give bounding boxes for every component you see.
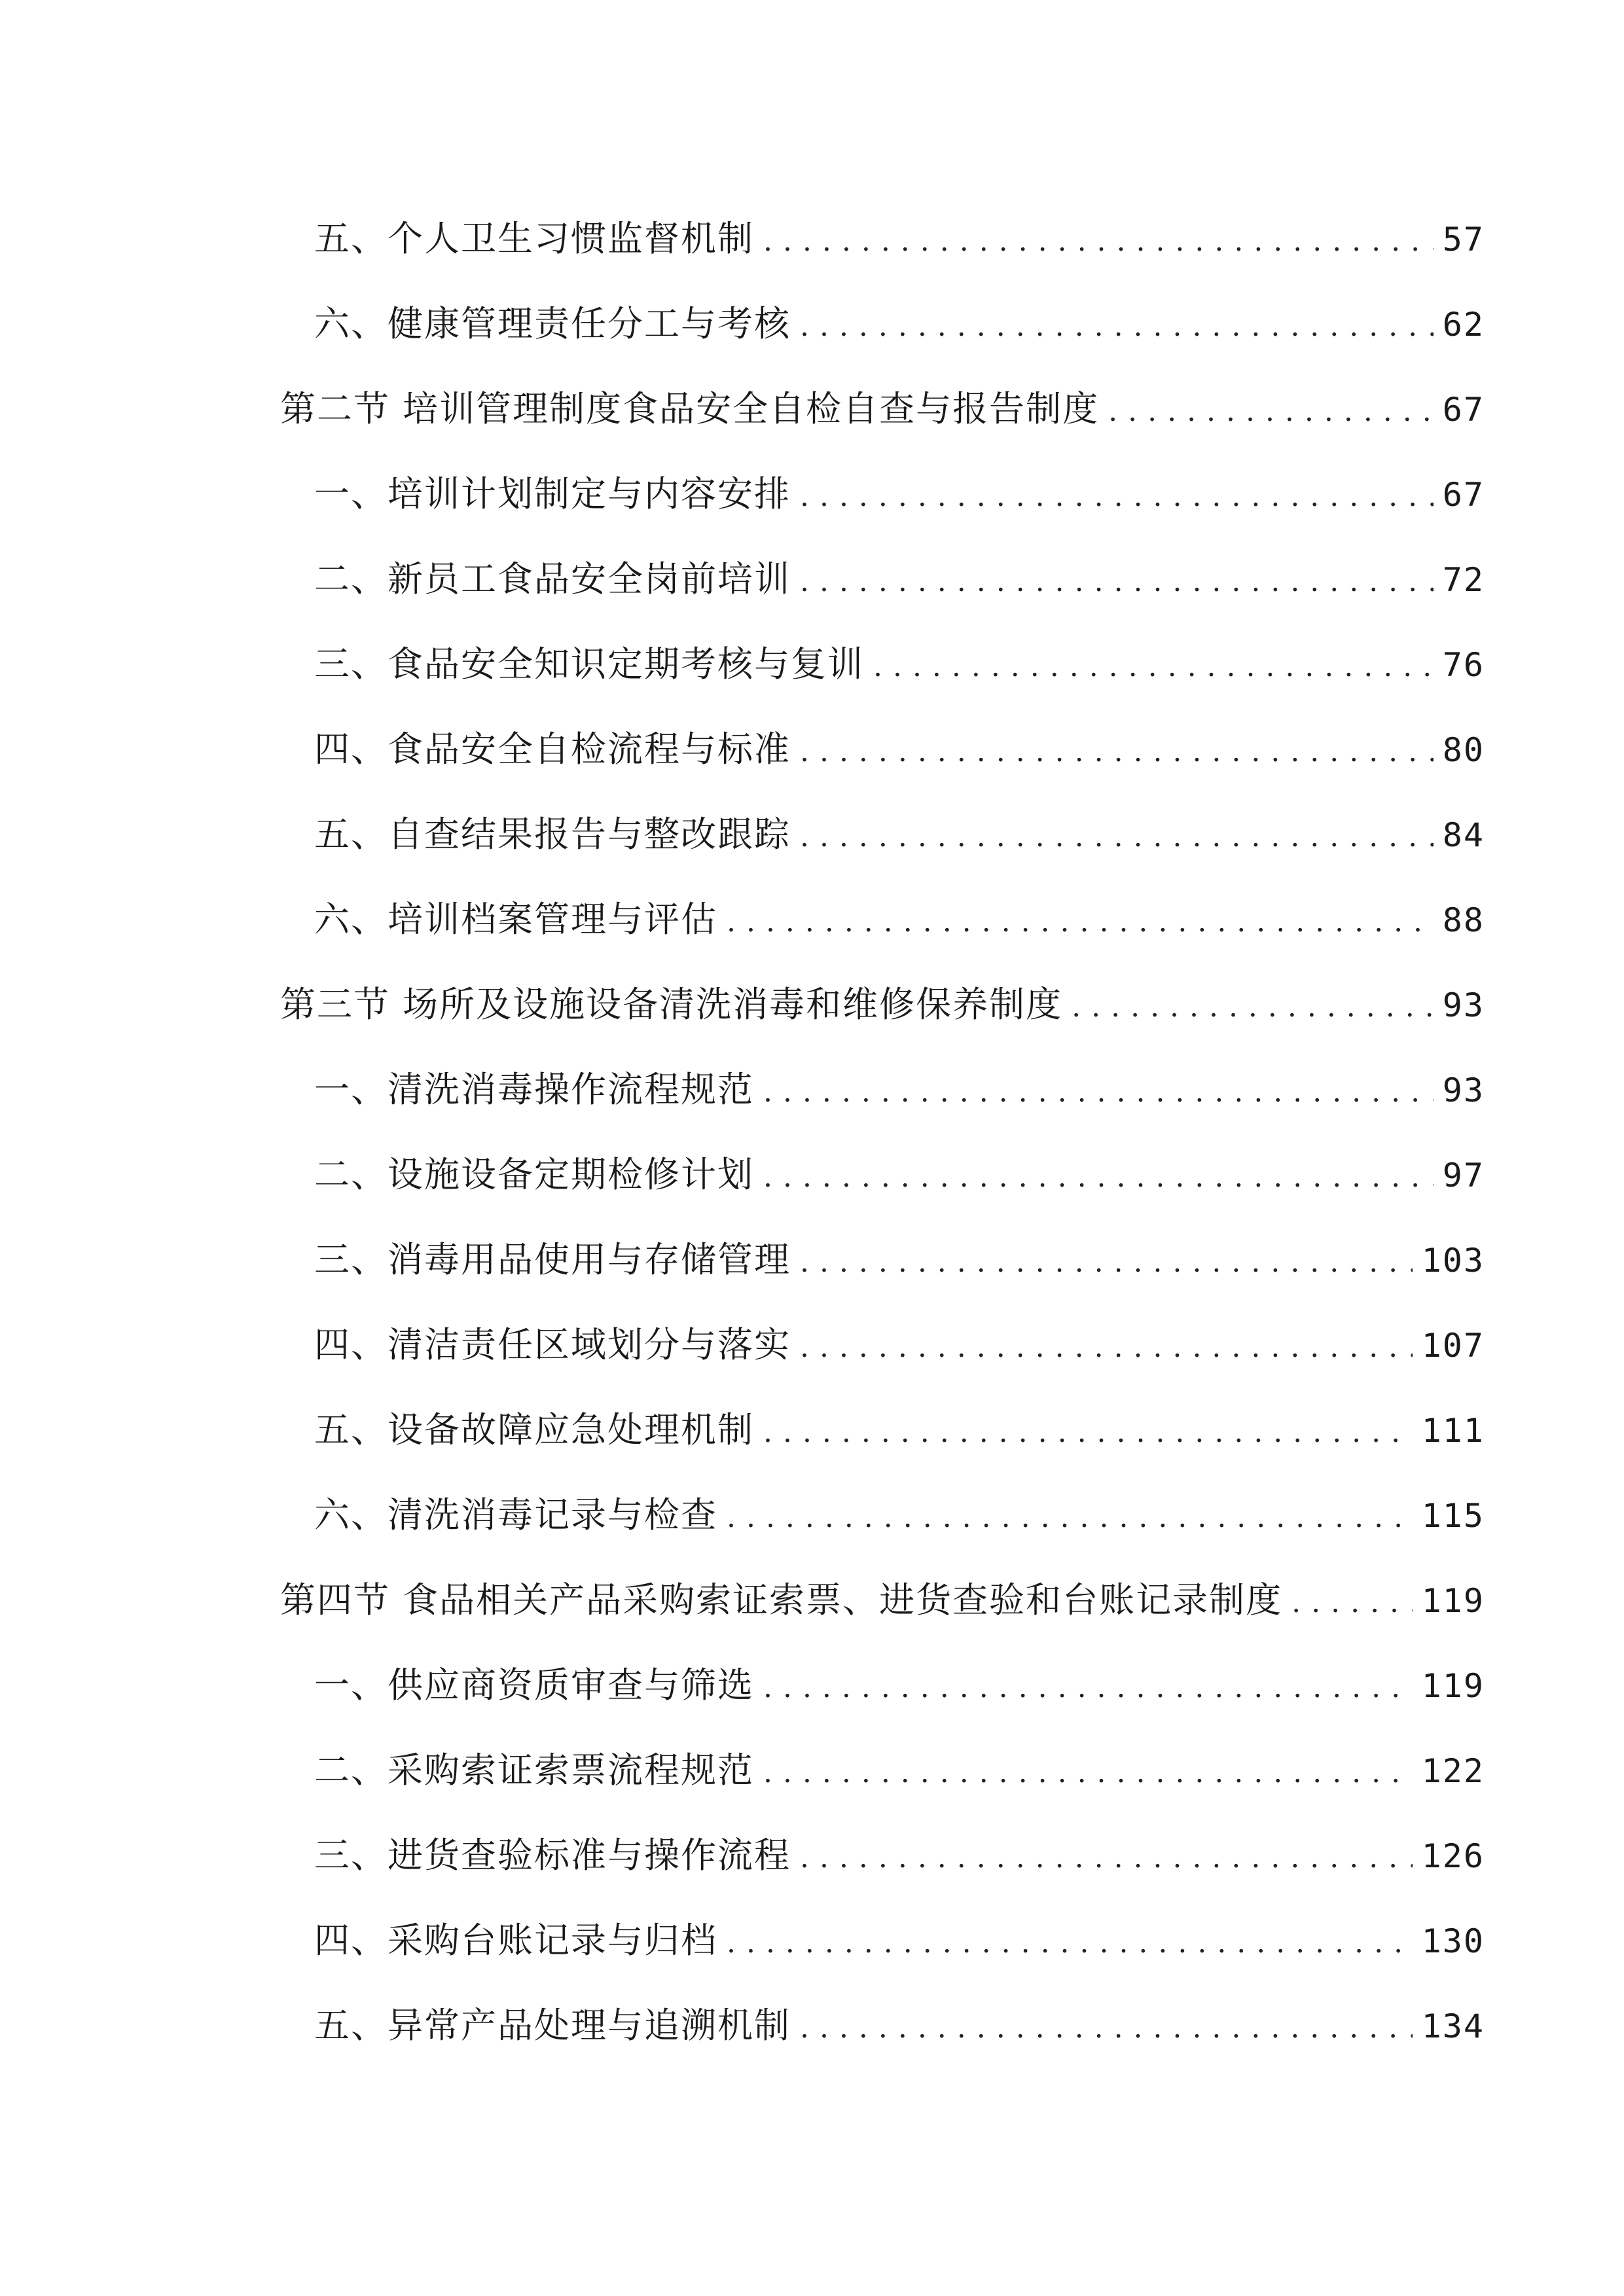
toc-entry[interactable] xyxy=(314,1911,1485,1970)
toc-entry-page: 67 xyxy=(1442,391,1485,429)
toc-entry-title: 五、个人卫生习惯监督机制 xyxy=(314,218,754,259)
toc-dot-leader xyxy=(800,552,1434,609)
toc-dot-leader xyxy=(800,467,1434,524)
toc-entry-page: 57 xyxy=(1442,221,1485,259)
toc-dot-leader xyxy=(1291,1573,1413,1630)
toc-entry-title: 第四节 食品相关产品采购索证索票、进货查验和台账记录制度 xyxy=(280,1579,1283,1621)
toc-entry-page: 122 xyxy=(1421,1752,1485,1790)
toc-entry-page: 103 xyxy=(1421,1242,1485,1280)
toc-entry-page: 111 xyxy=(1421,1412,1485,1450)
toc-entry[interactable] xyxy=(314,1401,1485,1460)
toc-dot-leader xyxy=(763,1403,1413,1460)
toc-entry-title: 二、新员工食品安全岗前培训 xyxy=(314,558,791,600)
toc-entry[interactable] xyxy=(314,295,1485,353)
toc-dot-leader xyxy=(800,1233,1413,1289)
toc-entry[interactable] xyxy=(314,1656,1485,1715)
toc-entry-title: 二、采购索证索票流程规范 xyxy=(314,1749,754,1791)
toc-dot-leader xyxy=(1072,978,1434,1034)
toc-dot-leader xyxy=(873,637,1434,694)
toc-entry-title: 第二节 培训管理制度食品安全自检自查与报告制度 xyxy=(280,388,1100,429)
toc-entry-page: 88 xyxy=(1442,901,1485,939)
toc-entry-page: 107 xyxy=(1421,1327,1485,1365)
toc-entry[interactable] xyxy=(314,1741,1485,1800)
toc-dot-leader xyxy=(727,1914,1413,1970)
toc-entry-page: 72 xyxy=(1442,561,1485,599)
toc-entry-page: 119 xyxy=(1421,1667,1485,1705)
toc-entry-title: 一、培训计划制定与内容安排 xyxy=(314,473,791,514)
toc-entry-page: 84 xyxy=(1442,816,1485,854)
toc-entry-page: 115 xyxy=(1421,1497,1485,1535)
toc-dot-leader xyxy=(763,1063,1434,1119)
toc-section-entry[interactable] xyxy=(280,975,1485,1034)
toc-entry-title: 三、食品安全知识定期考核与复训 xyxy=(314,643,864,685)
toc-entry-page: 134 xyxy=(1421,2007,1485,2045)
toc-entry-page: 62 xyxy=(1442,306,1485,344)
toc-entry-title: 六、健康管理责任分工与考核 xyxy=(314,303,791,344)
toc-entry[interactable] xyxy=(314,805,1485,864)
toc-entry-title: 三、消毒用品使用与存储管理 xyxy=(314,1239,791,1280)
toc-entry[interactable] xyxy=(314,890,1485,949)
toc-entry-title: 四、清洁责任区域划分与落实 xyxy=(314,1324,791,1365)
toc-dot-leader xyxy=(1108,382,1434,439)
toc-entry[interactable] xyxy=(314,1826,1485,1885)
toc-entry-page: 76 xyxy=(1442,646,1485,684)
toc-dot-leader xyxy=(763,1744,1413,1800)
toc-entry-title: 六、培训档案管理与评估 xyxy=(314,899,717,940)
toc-entry-title: 四、采购台账记录与归档 xyxy=(314,1920,717,1961)
toc-dot-leader xyxy=(800,1318,1413,1374)
toc-entry[interactable] xyxy=(314,1230,1485,1289)
toc-dot-leader xyxy=(727,1488,1413,1545)
toc-entry-title: 五、设备故障应急处理机制 xyxy=(314,1409,754,1450)
toc-entry[interactable] xyxy=(314,209,1485,268)
toc-entry-page: 130 xyxy=(1421,1922,1485,1960)
toc-entry[interactable] xyxy=(314,465,1485,524)
toc-entry-title: 一、清洗消毒操作流程规范 xyxy=(314,1069,754,1110)
toc-dot-leader xyxy=(800,1829,1413,1885)
toc-entry[interactable] xyxy=(314,1060,1485,1119)
toc-entry[interactable] xyxy=(314,1486,1485,1545)
toc-entry-title: 四、食品安全自检流程与标准 xyxy=(314,728,791,770)
toc-entry[interactable] xyxy=(314,1145,1485,1204)
toc-entry[interactable] xyxy=(314,635,1485,694)
toc-entry-page: 93 xyxy=(1442,1071,1485,1109)
toc-entry-page: 67 xyxy=(1442,476,1485,514)
toc-entry-title: 一、供应商资质审查与筛选 xyxy=(314,1664,754,1706)
toc-entry-page: 80 xyxy=(1442,731,1485,769)
toc-entry-page: 97 xyxy=(1442,1157,1485,1194)
toc-entry-title: 六、清洗消毒记录与检查 xyxy=(314,1494,717,1535)
toc-dot-leader xyxy=(763,1148,1434,1204)
toc-entry-title: 五、自查结果报告与整改跟踪 xyxy=(314,814,791,855)
toc-dot-leader xyxy=(800,1999,1413,2055)
toc-entry[interactable] xyxy=(314,1996,1485,2055)
toc-dot-leader xyxy=(727,893,1434,949)
toc-dot-leader xyxy=(800,723,1434,779)
toc-entry-page: 93 xyxy=(1442,986,1485,1024)
toc-dot-leader xyxy=(763,212,1434,268)
toc-entry[interactable] xyxy=(314,720,1485,779)
toc-entry-title: 五、异常产品处理与追溯机制 xyxy=(314,2005,791,2046)
toc-entry-page: 126 xyxy=(1421,1837,1485,1875)
toc-dot-leader xyxy=(800,297,1434,353)
toc-entry-title: 二、设施设备定期检修计划 xyxy=(314,1154,754,1195)
toc-section-entry[interactable] xyxy=(280,380,1485,439)
toc-entry[interactable] xyxy=(314,550,1485,609)
toc-dot-leader xyxy=(800,808,1434,864)
toc-section-entry[interactable] xyxy=(280,1571,1485,1630)
toc-entry-page: 119 xyxy=(1421,1582,1485,1620)
toc-entry-title: 第三节 场所及设施设备清洗消毒和维修保养制度 xyxy=(280,984,1063,1025)
toc-dot-leader xyxy=(763,1659,1413,1715)
toc-entry[interactable] xyxy=(314,1316,1485,1374)
toc-entry-title: 三、进货查验标准与操作流程 xyxy=(314,1835,791,1876)
